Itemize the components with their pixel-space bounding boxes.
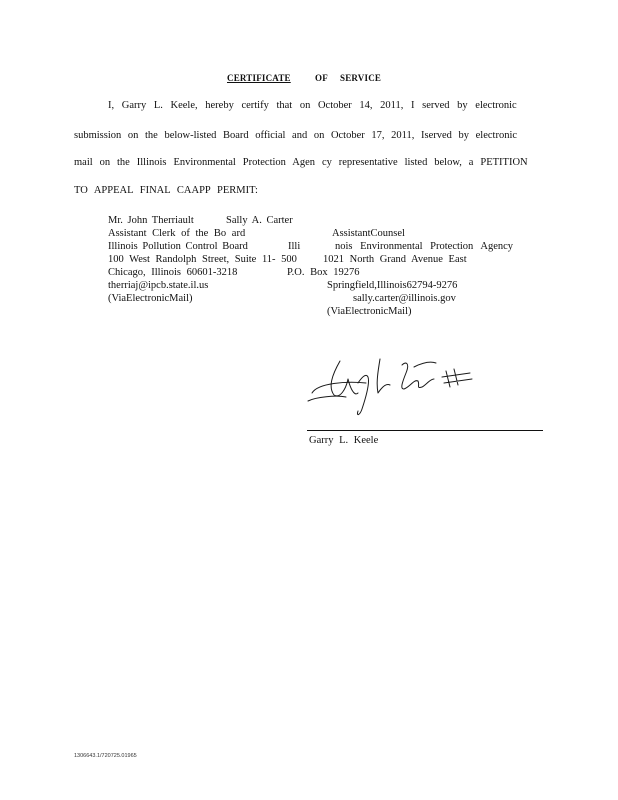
signature-line — [307, 430, 543, 431]
recipient-2-delivery-method: (ViaElectronicMail) — [327, 306, 412, 317]
body-line-4: TO APPEAL FINAL CAAPP PERMIT: — [74, 185, 258, 196]
recipient-1-org: Illinois Pollution Control Board — [108, 241, 248, 252]
recipient-2-org-part-1: Illi — [288, 241, 301, 252]
recipient-2-po-box: P.O. Box 19276 — [287, 267, 360, 278]
recipient-2-name: Sally A. Carter — [226, 215, 293, 226]
signer-name: Garry L. Keele — [309, 435, 379, 446]
body-line-2: submission on the below-listed Board official and on October 17, 2011, Iserved by electronic — [74, 130, 518, 141]
handwritten-signature — [306, 353, 486, 419]
recipient-1-city: Chicago, Illinois 60601-3218 — [108, 267, 238, 278]
document-id-footer: 1306643.1/720725.01965 — [74, 753, 137, 759]
recipient-1-street: 100 West Randolph Street, Suite 11- 500 — [108, 254, 297, 265]
recipient-2-city: Springfield,Illinois62794-9276 — [327, 280, 458, 291]
recipient-1-delivery-method: (ViaElectronicMail) — [108, 293, 193, 304]
recipient-2-street: 1021 North Grand Avenue East — [323, 254, 467, 265]
title-word-certificate: CERTIFICATE — [227, 73, 291, 83]
recipient-2-org-part-2: nois Environmental Protection Agency — [335, 241, 514, 252]
recipient-2-email: sally.carter@illinois.gov — [353, 293, 456, 304]
recipient-1-name: Mr. John Therriault — [108, 215, 194, 226]
recipient-2-title: AssistantCounsel — [332, 228, 405, 239]
body-line-3: mail on the Illinois Environmental Protection Agen cy representative listed below, a PETITION — [74, 157, 528, 168]
recipient-1-title: Assistant Clerk of the Bo ard — [108, 228, 246, 239]
certificate-title — [227, 73, 389, 83]
title-word-service: SERVICE — [340, 73, 382, 83]
title-word-of: OF — [315, 73, 328, 83]
body-line-1: I, Garry L. Keele, hereby certify that on October 14, 2011, I served by electronic — [108, 100, 517, 111]
recipient-1-email: therriaj@ipcb.state.il.us — [108, 280, 209, 291]
